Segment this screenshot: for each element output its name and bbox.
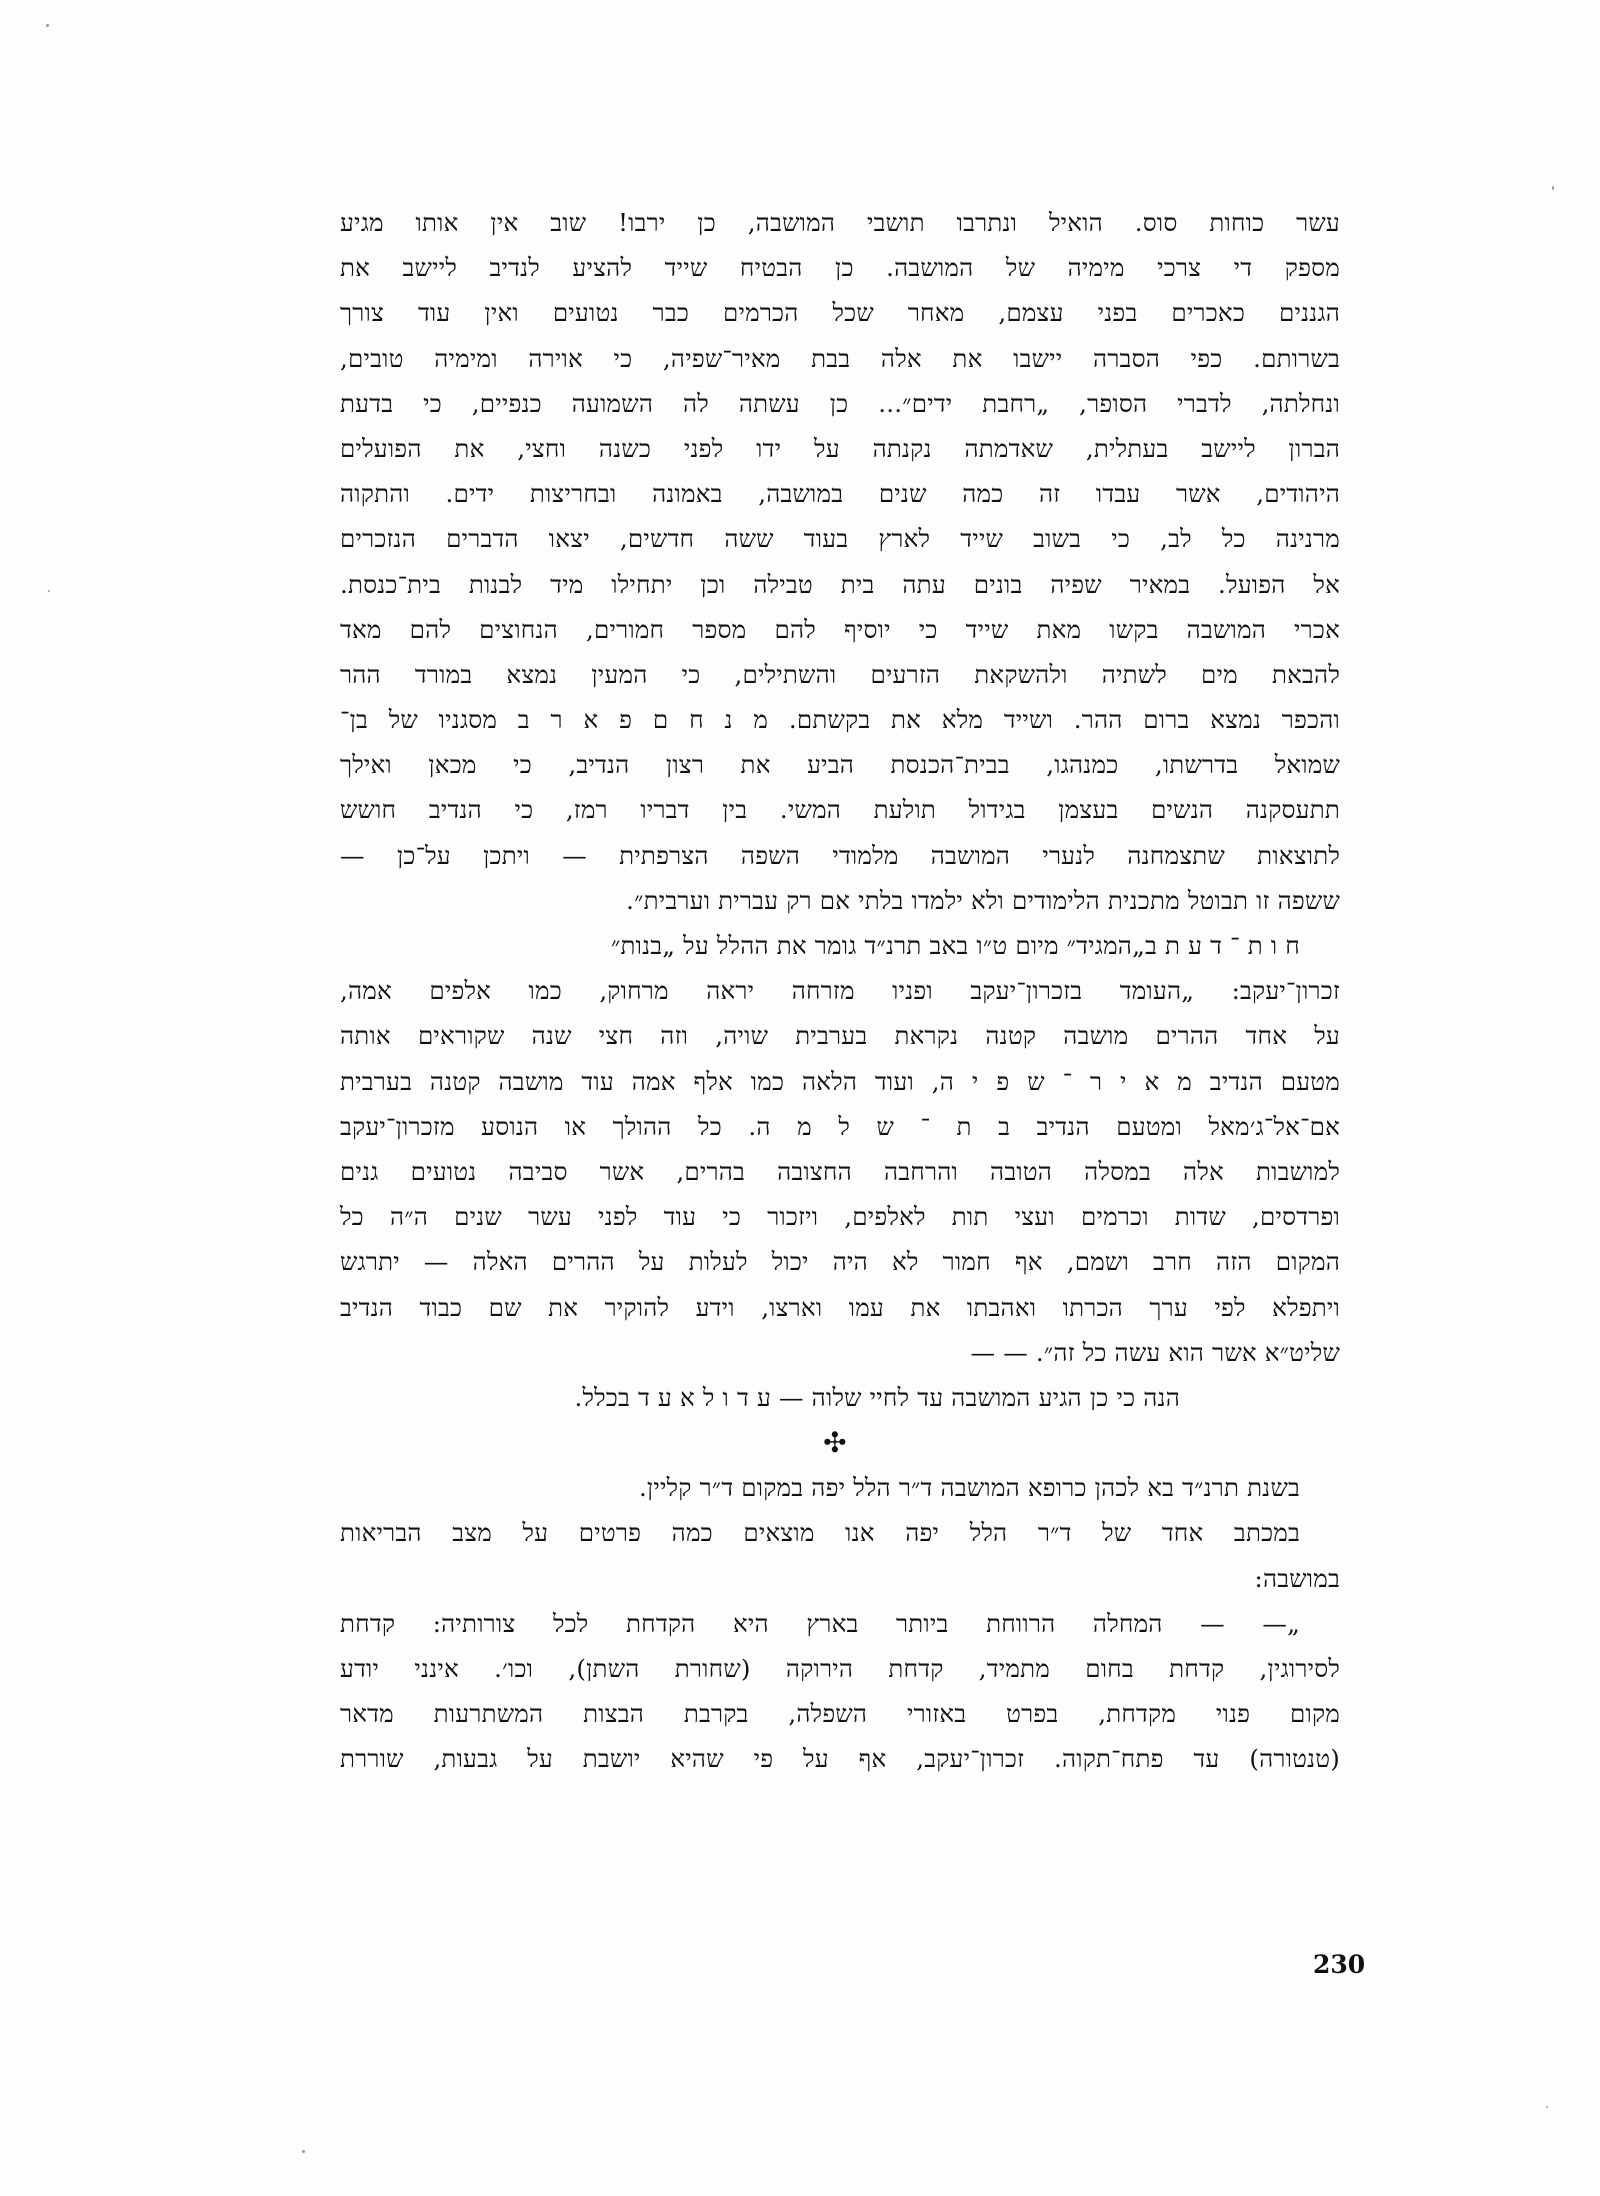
text-line: למושבות אלה במסלה הטובה והרחבה החצובה בהרים, אשר סביבה נטועים גנים (340, 1156, 1340, 1186)
text-line: ונחלתה, לדברי הסופר, „רחבת ידים״... כן עשתה לה השמועה כנפיים, כי בדעת (340, 388, 1340, 418)
text-line: מקום פנוי מקדחת, בפרט באזורי השפלה, בקרבת הבצות המשתרעות מדאר (340, 1699, 1340, 1729)
text-line: (טנטורה) עד פתח־תקוה. זכרון־יעקב, אף על פי שהיא יושבת על גבעות, שוררת (340, 1744, 1340, 1774)
text-line: לתוצאות שתצמחנה לנערי המושבה מלמודי השפה הצרפתית — ויתכן על־כן — (340, 840, 1340, 870)
text-line: על אחד ההרים מושבה קטנה נקראת בערבית שויה, וזה חצי שנה שקוראים אותה (340, 1021, 1340, 1051)
text-line: אכרי המושבה בקשו מאת שייד כי יוסיף להם מספר חמורים, הנחוצים להם מאד (340, 614, 1340, 644)
scan-speck (48, 590, 50, 592)
text-line: תתעסקנה הנשים בעצמן בגידול תולעת המשי. בין דבריו רמז, כי הנדיב חושש (340, 795, 1340, 825)
text-line: ח ו ת ־ ד ע ת ב„המגיד״ מיום ט״ו באב תרנ״ד גומר את ההלל על „בנות״ (610, 931, 1300, 960)
text-line: ששפה זו תבוטל מתכנית הלימודים ולא ילמדו בלתי אם רק עברית וערבית״. (626, 885, 1340, 915)
text-line: אם־אל־ג׳מאל ומטעם הנדיב ב ת ־ ש ל מ ה. כל ההולך או הנוסע מזכרון־יעקב (340, 1111, 1340, 1141)
text-line: הנה כי כן הגיע המושבה עד לחיי שלוה — ע ד ו ל א ע ד בכלל. (574, 1382, 1180, 1412)
text-line: הברון ליישב בעתלית, שאדמתה נקנתה על ידו לפני כשנה וחצי, את הפועלים (340, 433, 1340, 463)
text-line: מטעם הנדיב מ א י ר ־ ש פ י ה, ועוד הלאה כמו אלף אמה עוד מושבה קטנה בערבית (340, 1066, 1340, 1096)
text-line: זכרון־יעקב: „העומד בזכרון־יעקב ופניו מזרחה יראה מרחוק, כמו אלפים אמה, (340, 976, 1340, 1006)
text-line: הגננים כאכרים בפני עצמם, מאחר שכל הכרמים כבר נטועים ואין עוד צורך (340, 298, 1340, 328)
text-line: עשר כוחות סוס. הואיל ונתרבו תושבי המושבה, כן ירבו! שוב אין אותו מגיע (340, 208, 1340, 237)
text-line: „— — המחלה הרווחת ביותר בארץ היא הקדחת לכל צורותיה: קדחת (340, 1608, 1300, 1638)
scan-speck (302, 2150, 305, 2153)
text-line: להבאת מים לשתיה ולהשקאת הזרעים והשתילים, כי המעין נמצא במורד ההר (340, 659, 1340, 689)
body-text (340, 200, 1340, 1782)
page-number: 230 (1313, 1950, 1366, 1979)
text-line: בשנת תרנ״ד בא לכהן כרופא המושבה ד״ר הלל יפה במקום ד״ר קליין. (638, 1473, 1300, 1503)
text-line: במושבה: (1254, 1563, 1340, 1593)
section-divider: ✣ (823, 1426, 847, 1460)
text-line: אל הפועל. במאיר שפיה בונים עתה בית טבילה וכן יתחילו מיד לבנות בית־כנסת. (340, 569, 1340, 599)
text-line: והכפר נמצא ברום ההר. ושייד מלא את בקשתם. מ נ ח ם פ א ר ב מסגניו של בן־ (340, 705, 1340, 735)
text-line: ויתפלא לפי ערך הכרתו ואהבתו את עמו וארצו, וידע להוקיר את שם כבוד הנדיב (340, 1292, 1340, 1322)
text-line: לסירוגין, קדחת בחום מתמיד, קדחת הירוקה (שחורת השתן), וכו׳. אינני יודע (340, 1654, 1340, 1683)
text-line: בשרותם. כפי הסברה יישבו את אלה בבת מאיר־שפיה, כי אוירה ומימיה טובים, (340, 343, 1340, 373)
text-line: מספק די צרכי מימיה של המושבה. כן הבטיח שייד להציע לנדיב ליישב את (340, 253, 1340, 283)
text-line: מרנינה כל לב, כי בשוב שייד לארץ בעוד ששה חדשים, יצאו הדברים הנזכרים (340, 524, 1340, 554)
scan-speck (1546, 2106, 1548, 2108)
text-line: במכתב אחד של ד״ר הלל יפה אנו מוצאים כמה פרטים על מצב הבריאות (340, 1518, 1300, 1548)
scan-speck (46, 24, 49, 27)
text-line: שמואל בדרשתו, כמנהגו, בבית־הכנסת הביע את רצון הנדיב, כי מכאן ואילך (340, 750, 1340, 780)
text-line: שליט״א אשר הוא עשה כל זה״. — — (970, 1337, 1340, 1367)
text-line: המקום הזה חרב ושמם, אף חמור לא היה יכול לעלות על ההרים האלה — יתרגש (340, 1247, 1340, 1277)
text-line: ופרדסים, שדות וכרמים ועצי תות לאלפים, ויזכור כי עוד לפני עשר שנים ה״ה כל (340, 1202, 1340, 1232)
scan-speck (1552, 186, 1554, 190)
text-line: היהודים, אשר עבדו זה כמה שנים במושבה, באמונה ובחריצות ידים. והתקוה (340, 479, 1340, 509)
